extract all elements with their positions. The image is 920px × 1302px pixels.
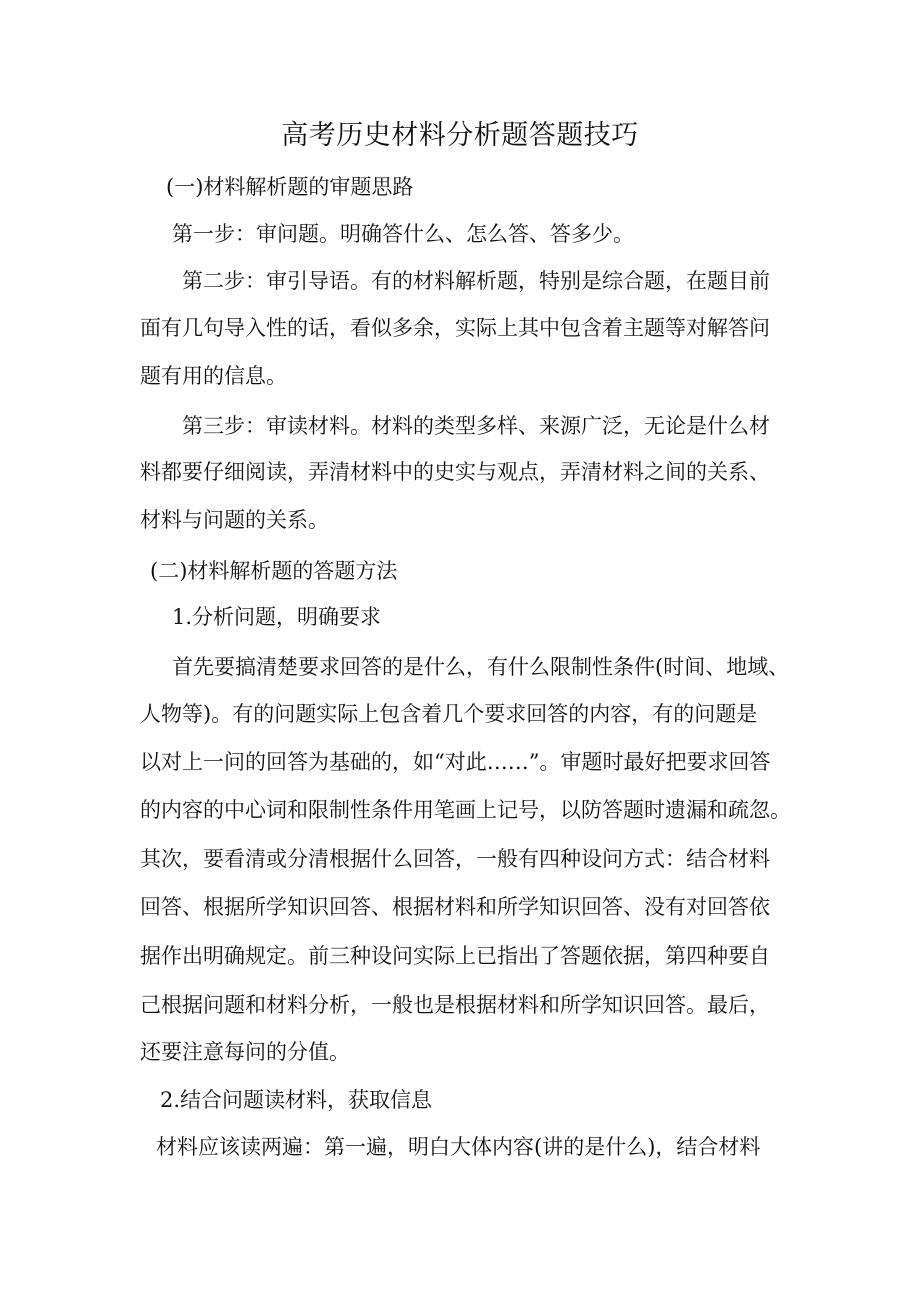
paragraph-line: 面有几句导入性的话，看似多余，实际上其中包含着主题等对解答问: [140, 316, 770, 340]
document-title: 高考历史材料分析题答题技巧: [281, 120, 639, 151]
subheading-2: 2.结合问题读材料，获取信息: [160, 1088, 433, 1112]
paragraph-line: 据作出明确规定。前三种设问实际上已指出了答题依据，第四种要自: [140, 944, 770, 968]
paragraph-line: 首先要搞清楚要求回答的是什么，有什么限制性条件(时间、地域、: [172, 655, 790, 679]
paragraph-line: 第三步：审读材料。材料的类型多样、来源广泛，无论是什么材: [182, 414, 770, 438]
section-heading-2: (二)材料解析题的答题方法: [150, 559, 398, 583]
paragraph-line: 己根据问题和材料分析，一般也是根据材料和所学知识回答。最后，: [140, 993, 770, 1017]
paragraph-line: 第二步：审引导语。有的材料解析题，特别是综合题，在题目前: [182, 269, 770, 293]
section-heading-1: (一)材料解析题的审题思路: [166, 175, 414, 199]
paragraph-line: 题有用的信息。: [140, 364, 287, 388]
paragraph-line: 的内容的中心词和限制性条件用笔画上记号，以防答题时遗漏和疏忽。: [140, 798, 791, 822]
paragraph-line: 料都要仔细阅读，弄清材料中的史实与观点，弄清材料之间的关系、: [140, 460, 770, 484]
paragraph-line: 回答、根据所学知识回答、根据材料和所学知识回答、没有对回答依: [140, 895, 770, 919]
paragraph-line: 以对上一问的回答为基础的，如“对此……”。审题时最好把要求回答: [140, 750, 771, 774]
paragraph-line: 其次，要看清或分清根据什么回答，一般有四种设问方式：结合材料: [140, 847, 770, 871]
subheading-1: 1.分析问题，明确要求: [172, 605, 382, 629]
paragraph-line: 材料与问题的关系。: [140, 508, 329, 532]
paragraph-line: 还要注意每问的分值。: [140, 1040, 350, 1064]
paragraph-line: 材料应该读两遍：第一遍，明白大体内容(讲的是什么)，结合材料: [156, 1135, 761, 1159]
paragraph-line: 人物等)。有的问题实际上包含着几个要求回答的内容，有的问题是: [140, 702, 758, 726]
paragraph-line: 第一步：审问题。明确答什么、怎么答、答多少。: [172, 222, 634, 246]
